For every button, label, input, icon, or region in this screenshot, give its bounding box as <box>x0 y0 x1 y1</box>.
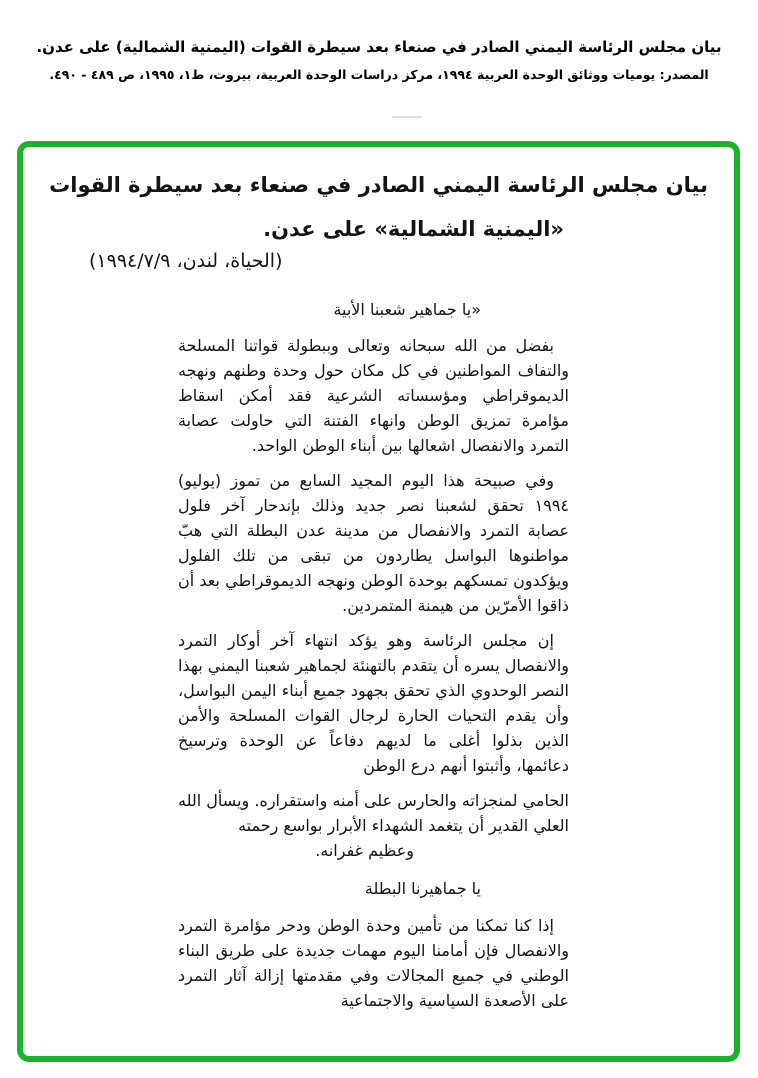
paragraph-1: بفضل من الله سبحانه وتعالى وببطولة قواتنا المسلحة والتفاف المواطنين في كل مكان حول وحدة وطنهم ونهجه الديموقراطي ومؤسساته الشرعية فقد أمكن اسقاط مؤامرة تمزيق الوطن وانهاء الفتنة التي حاولت عصابة التمرد والانفصال اشعالها بين أبناء الوطن الواحد. <box>178 336 569 455</box>
document-page <box>23 147 734 1056</box>
caption-source: المصدر: يوميات ووثائق الوحدة العربية ١٩٩٤، مركز دراسات الوحدة العربية، بيروت، ط١، ١٩٩٥، ص ٤٨٩ - ٤٩٠. <box>49 67 709 82</box>
document-title-line1: بيان مجلس الرئاسة اليمني الصادر في صنعاء بعد سيطرة القوات <box>49 173 708 197</box>
document-frame <box>17 141 740 1062</box>
salutation-opening: «يا جماهير شعبنا الأبية <box>333 300 481 319</box>
paragraph-3: إن مجلس الرئاسة وهو يؤكد انتهاء آخر أوكار التمرد والانفصال يسره أن يتقدم بالتهنئة لجماهير شعبنا اليمني بهذا النصر الوحدوي الذي تحقق بجهود جميع أبناء اليمن البواسل، وأن يقدم التحيات الحارة لرجال القوات المسلحة والأمن الذين بذلوا أغلى ما لديهم دفاعاً عن الوحدة وترسيخ دعائمها، وأثبتوا أنهم درع الوطن <box>178 631 569 775</box>
document-dateline: (الحياة، لندن، ١٩٩٤/٧/٩) <box>89 250 283 272</box>
paragraph-3-tail-line: وعظيم غفرانه. <box>315 841 414 860</box>
document-body <box>178 297 569 1023</box>
scan-artifact <box>392 116 422 118</box>
paragraph-4: إذا كنا تمكنا من تأمين وحدة الوطن ودحر مؤامرة التمرد والانفصال فإن أمامنا اليوم مهمات جديدة على طريق البناء الوطني في جميع المجالات وفي مقدمتها إزالة آثار التمرد على الأصعدة السياسية والاجتماعية <box>178 916 569 1010</box>
document-title-line2: «اليمنية الشمالية» على عدن. <box>263 217 564 241</box>
paragraph-3-continuation: الحامي لمنجزاته والحارس على أمنه واستقراره. ويسأل الله العلي القدير أن يتغمد الشهداء الأبرار بواسع رحمته <box>178 791 569 835</box>
caption-title: بيان مجلس الرئاسة اليمني الصادر في صنعاء بعد سيطرة القوات (اليمنية الشمالية) على عدن. <box>36 38 722 56</box>
caption-header <box>0 38 758 82</box>
salutation-second: يا جماهيرنا البطلة <box>364 879 481 898</box>
paragraph-2: وفي صبيحة هذا اليوم المجيد السابع من تموز (يوليو) ١٩٩٤ تحقق لشعبنا نصر جديد وذلك بإندحار آخر فلول عصابة التمرد والانفصال من مدينة عدن البطلة التي هبّ مواطنوها البواسل يطاردون من تبقى من تلك الفلول ويؤكدون تمسكهم بوحدة الوطن ونهجه الديموقراطي بعد أن ذاقوا الأمرّين من هيمنة المتمردين. <box>178 471 569 615</box>
